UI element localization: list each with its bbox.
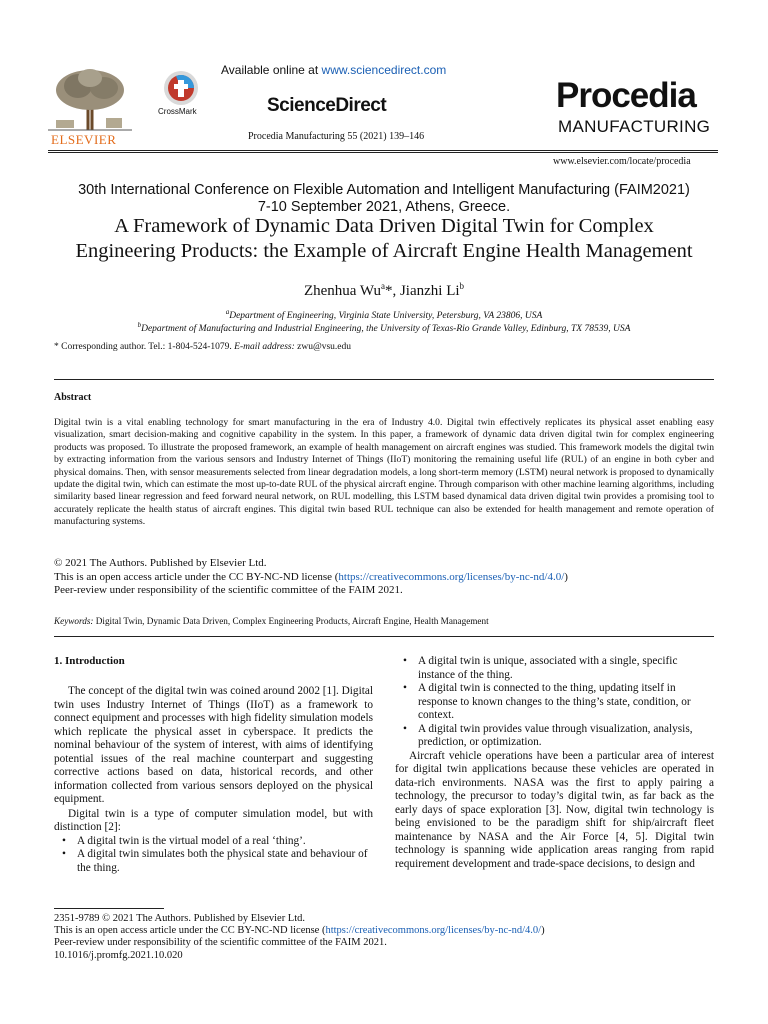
paper-title-line-2: Engineering Products: the Example of Aircraft Engine Health Management	[75, 240, 693, 262]
available-prefix: Available online at	[221, 63, 322, 77]
available-online	[221, 63, 446, 77]
footer-peer-review: Peer-review under responsibility of the scientific committee of the FAIM 2021.	[54, 937, 387, 949]
license-suffix: )	[564, 570, 568, 583]
intro-paragraph-3: Aircraft vehicle operations have been a particular area of interest for digital twin applications because these vehicles are operated in data-rich environments. NASA was the first to apply pairing a technology, the precursor to today’s digital twin, as far back as the early days of space exploration [3]. Now, digital twin technology is being envisioned to be the paradigm shift for ship/aircraft fleet maintenance by NASA and the Air Force [4, 5]. Digital twin technology is spanning wide application areas ranging from rapid requirement development and trade-space decisions, to design and	[395, 749, 714, 870]
bullet-marker: •	[403, 722, 407, 735]
affiliation-b-sup: b	[137, 321, 142, 329]
list-item-text: A digital twin provides value through visualization, analysis, prediction, or optimization.	[418, 722, 693, 748]
author-1: Zhenhua Wu	[303, 283, 381, 299]
paper-title	[0, 214, 768, 264]
intro-paragraph-2: Digital twin is a type of computer simulation model, but with distinction [2]:	[54, 807, 373, 833]
sciencedirect-link[interactable]: www.sciencedirect.com	[321, 63, 447, 77]
bullet-marker: •	[62, 834, 66, 847]
elsevier-url: www.elsevier.com/locate/procedia	[553, 156, 691, 167]
footer-license-link[interactable]: https://creativecommons.org/licenses/by-nc-nd/4.0/	[325, 925, 542, 937]
footer-rule	[54, 908, 164, 909]
corresponding-mark: *	[384, 283, 393, 299]
affiliation-a-sup: a	[225, 308, 230, 316]
conference-line-1: 30th International Conference on Flexible Automation and Intelligent Manufacturing (FAIM2021)	[78, 182, 690, 198]
list-item-text: A digital twin is unique, associated with a single, specific instance of the thing.	[418, 655, 678, 681]
affiliation-a-text: Department of Engineering, Virginia State University, Petersburg, VA 23806, USA	[229, 311, 543, 322]
paper-title-line-1: A Framework of Dynamic Data Driven Digital Twin for Complex	[114, 215, 654, 237]
author-2: Jianzhi Li	[399, 283, 460, 299]
license-line	[54, 571, 568, 585]
list-item-text: A digital twin simulates both the physical state and behaviour of the thing.	[77, 848, 368, 874]
section-heading-introduction: 1. Introduction	[54, 655, 125, 667]
intro-paragraph-1: The concept of the digital twin was coined around 2002 [1]. Digital twin uses Industry Internet of Things (IIoT) as a framework to connect equipment and processes with high fidelity simulation models which replicate the physical asset in cyberspace. It predicts the nominal behaviour of the system of interest, with aims of identifying potential issues of the real machine counterpart and suggesting corrective actions based on data, historical records, and other information collected from various sensors deployed on the physical equipment.	[54, 685, 373, 805]
license-prefix: This is an open access article under the CC BY-NC-ND license (	[54, 570, 339, 583]
header-rule-bottom	[48, 152, 718, 153]
list-item	[54, 848, 373, 875]
footer-notes	[54, 913, 545, 962]
footer-license-prefix: This is an open access article under the CC BY-NC-ND license (	[54, 925, 326, 937]
doi-line[interactable]: 10.1016/j.promfg.2021.10.020	[54, 949, 183, 961]
elsevier-wordmark: ELSEVIER	[51, 132, 117, 147]
license-link[interactable]: https://creativecommons.org/licenses/by-nc-nd/4.0/	[338, 570, 565, 583]
procedia-subtitle: MANUFACTURING	[558, 117, 711, 136]
crossmark-icon[interactable]	[163, 70, 199, 106]
license-block	[54, 557, 568, 598]
list-item	[395, 723, 714, 750]
corresponding-email[interactable]: zwu@vsu.edu	[294, 342, 352, 352]
abstract-rule-bottom	[54, 636, 714, 637]
bullet-marker: •	[403, 655, 407, 667]
author-2-affil: b	[459, 281, 465, 291]
abstract-text: Digital twin is a vital enabling technology for smart manufacturing in the era of Industry 4.0. Digital twin effectively replicates its physical asset enabling easy visualization, smart decision-making and cognitive capability in the system. In this paper, a framework of dynamic data driven digital twin for complex engineering products was proposed. To illustrate the proposed framework, an example of health management on aircraft engines was studied. This framework models the digital twin by extracting information from the various sensors and Industry Internet of Things (IIoT) monitoring the remaining useful life (RUL) of an engine in both cyber and physical domains. Then, with sensor measurements selected from linear degradation models, a long short-term memory (LSTM) neural network is proposed to dynamically update the digital twin, which can estimate the most up-to-date RUL of the physical aircraft engine. Through comparison with other machine learning algorithms, including similarity based linear regression and feed forward neural network, on RUL modelling, this LSTM based dynamical data driven digital twin provides a promising tool to accurately replicate the health status of aircraft engines. This digital twin based RUL technique can also be extended for health management and remote operation of manufacturing systems.	[54, 417, 714, 528]
conference-line-2: 7-10 September 2021, Athens, Greece.	[257, 199, 511, 215]
peer-review-line: Peer-review under responsibility of the scientific committee of the FAIM 2021.	[54, 584, 403, 596]
left-column	[54, 685, 373, 875]
header-rule-top	[48, 150, 718, 151]
affiliation-a	[0, 308, 768, 321]
footer-license-line	[54, 925, 545, 937]
journal-reference: Procedia Manufacturing 55 (2021) 139–146	[248, 131, 425, 142]
keywords-text: Digital Twin, Dynamic Data Driven, Complex Engineering Products, Aircraft Engine, Health Management	[93, 616, 489, 626]
abstract-rule-top	[54, 379, 714, 380]
corresponding-author	[54, 342, 351, 352]
email-label: E-mail address:	[234, 342, 295, 352]
keywords-label: Keywords:	[54, 616, 94, 626]
list-item-text: A digital twin is connected to the thing, updating itself in response to known changes to the thing’s state, condition, or context.	[418, 682, 691, 721]
elsevier-tree-logo	[48, 66, 132, 132]
list-item	[54, 835, 373, 849]
bullet-marker: •	[62, 848, 66, 860]
procedia-title: Procedia	[556, 76, 696, 115]
keywords-line	[54, 616, 489, 626]
crossmark-label: CrossMark	[158, 107, 197, 116]
affiliation-b-text: Department of Manufacturing and Industrial Engineering, the University of Texas-Rio Grande Valley, Edinburg, TX 78539, USA	[141, 324, 631, 335]
sciencedirect-wordmark: ScienceDirect	[267, 95, 387, 116]
footer-license-suffix: )	[541, 925, 545, 937]
list-item	[395, 682, 714, 723]
list-item	[395, 655, 714, 682]
copyright-line: © 2021 The Authors. Published by Elsevier Ltd.	[54, 557, 267, 569]
author-list	[0, 281, 768, 300]
list-item-text: A digital twin is the virtual model of a real ‘thing’.	[77, 834, 306, 847]
corresponding-prefix: * Corresponding author. Tel.: 1-804-524-1079.	[54, 342, 235, 352]
issn-line: 2351-9789 © 2021 The Authors. Published by Elsevier Ltd.	[54, 913, 306, 924]
abstract-heading: Abstract	[54, 392, 92, 403]
author-1-affil: a	[380, 281, 385, 291]
conference-name	[0, 182, 768, 216]
affiliation-b	[0, 321, 768, 334]
bullet-marker: •	[403, 682, 407, 694]
author-separator: ,	[392, 283, 400, 299]
right-column	[395, 655, 714, 871]
